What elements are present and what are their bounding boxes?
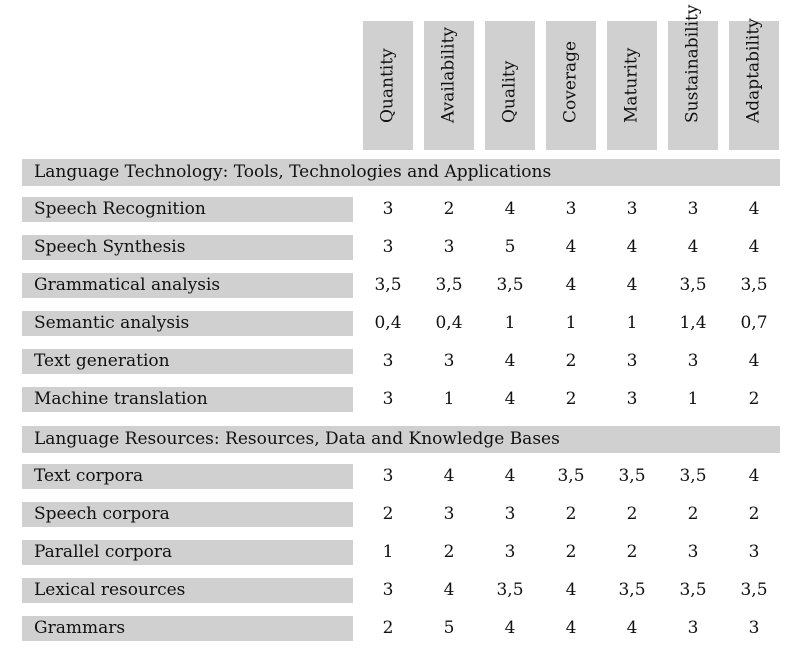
- table-cell: 3,5: [496, 580, 524, 600]
- table-cell: 4: [748, 199, 760, 219]
- table-cell: 3,5: [557, 466, 585, 486]
- table-cell: 5: [443, 618, 455, 638]
- column-header-coverage: [546, 21, 596, 150]
- row-label: Grammars: [22, 616, 353, 641]
- table-cell: 3: [443, 504, 455, 524]
- table-cell: 2: [626, 504, 638, 524]
- table-cell: 3: [687, 351, 699, 371]
- column-header-sustainability: [668, 4, 718, 150]
- table-cell: 4: [443, 466, 455, 486]
- table-cell: 1: [565, 313, 577, 333]
- table-cell: 4: [565, 580, 577, 600]
- table-cell: 3: [382, 389, 394, 409]
- table-cell: 3: [382, 237, 394, 257]
- table-cell: 4: [626, 275, 638, 295]
- table-cell: 2: [565, 351, 577, 371]
- table-cell: 4: [504, 389, 516, 409]
- row-label: Text generation: [22, 349, 353, 374]
- table-cell: 3,5: [679, 466, 707, 486]
- table-cell: 3: [565, 199, 577, 219]
- table-cell: 4: [626, 237, 638, 257]
- column-header-label: Adaptability: [743, 18, 764, 123]
- table-cell: 2: [382, 504, 394, 524]
- table-cell: 3,5: [435, 275, 463, 295]
- table-cell: 2: [565, 389, 577, 409]
- column-header-quality: [485, 21, 535, 150]
- table-cell: 3,5: [618, 466, 646, 486]
- table-cell: 3: [504, 504, 516, 524]
- table-cell: 4: [565, 618, 577, 638]
- column-header-label: Maturity: [621, 47, 642, 123]
- table-cell: 3: [748, 618, 760, 638]
- row-label: Speech Recognition: [22, 197, 353, 222]
- table-cell: 3,5: [679, 275, 707, 295]
- section-header: Language Resources: Resources, Data and Knowledge Bases: [22, 426, 780, 453]
- row-label: Speech corpora: [22, 502, 353, 527]
- column-header-quantity: [363, 21, 413, 150]
- table-cell: 4: [504, 466, 516, 486]
- column-header-label: Coverage: [560, 40, 581, 123]
- table-cell: 4: [443, 580, 455, 600]
- table-cell: 4: [748, 237, 760, 257]
- table-cell: 3: [687, 618, 699, 638]
- table-cell: 1: [382, 542, 394, 562]
- table-cell: 1: [443, 389, 455, 409]
- row-label: Machine translation: [22, 387, 353, 412]
- table-cell: 3: [687, 542, 699, 562]
- table-cell: 3: [443, 237, 455, 257]
- row-label: Speech Synthesis: [22, 235, 353, 260]
- table-cell: 5: [504, 237, 516, 257]
- table-cell: 4: [504, 351, 516, 371]
- table-cell: 4: [748, 351, 760, 371]
- row-label: Parallel corpora: [22, 540, 353, 565]
- table-cell: 4: [687, 237, 699, 257]
- table-cell: 0,4: [374, 313, 402, 333]
- table-cell: 3: [687, 199, 699, 219]
- table-cell: 3,5: [740, 580, 768, 600]
- table-cell: 1: [687, 389, 699, 409]
- table-cell: 1,4: [679, 313, 707, 333]
- column-header-label: Quantity: [377, 48, 398, 123]
- table-cell: 3,5: [374, 275, 402, 295]
- table-cell: 2: [748, 389, 760, 409]
- section-header: Language Technology: Tools, Technologies and Applications: [22, 159, 780, 186]
- row-label: Semantic analysis: [22, 311, 353, 336]
- table-cell: 1: [626, 313, 638, 333]
- table-cell: 4: [565, 237, 577, 257]
- row-label: Text corpora: [22, 464, 353, 489]
- table-cell: 3: [382, 351, 394, 371]
- row-label: Lexical resources: [22, 578, 353, 603]
- table-cell: 3,5: [740, 275, 768, 295]
- table-cell: 3: [504, 542, 516, 562]
- table-cell: 3,5: [496, 275, 524, 295]
- table-cell: 3: [382, 580, 394, 600]
- table-cell: 4: [748, 466, 760, 486]
- table-cell: 4: [504, 199, 516, 219]
- table-cell: 0,7: [740, 313, 768, 333]
- table-cell: 1: [504, 313, 516, 333]
- table-cell: 3: [443, 351, 455, 371]
- table-cell: 3: [382, 466, 394, 486]
- table-cell: 2: [565, 542, 577, 562]
- table-cell: 3: [626, 351, 638, 371]
- table-cell: 2: [748, 504, 760, 524]
- table-cell: 2: [565, 504, 577, 524]
- table-cell: 3,5: [679, 580, 707, 600]
- row-label: Grammatical analysis: [22, 273, 353, 298]
- table-cell: 0,4: [435, 313, 463, 333]
- column-header-label: Sustainability: [682, 4, 703, 123]
- table-cell: 4: [565, 275, 577, 295]
- table-cell: 3: [382, 199, 394, 219]
- column-header-adaptability: [729, 18, 779, 150]
- column-header-label: Quality: [499, 60, 520, 123]
- table-cell: 4: [504, 618, 516, 638]
- table-cell: 2: [626, 542, 638, 562]
- column-header-maturity: [607, 21, 657, 150]
- table-cell: 2: [443, 199, 455, 219]
- table-cell: 2: [443, 542, 455, 562]
- table-cell: 4: [626, 618, 638, 638]
- table-cell: 3,5: [618, 580, 646, 600]
- table-cell: 3: [626, 389, 638, 409]
- table-cell: 2: [382, 618, 394, 638]
- column-header-label: Availability: [438, 27, 459, 123]
- table-cell: 3: [626, 199, 638, 219]
- column-header-availability: [424, 21, 474, 150]
- table-cell: 2: [687, 504, 699, 524]
- table-cell: 3: [748, 542, 760, 562]
